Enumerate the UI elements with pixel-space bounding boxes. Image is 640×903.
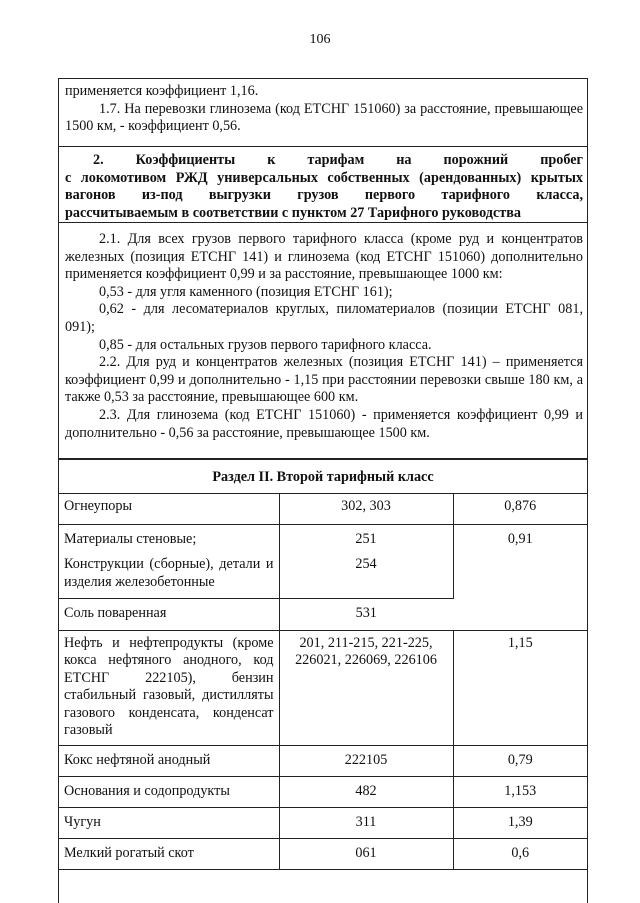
table-row <box>59 807 587 838</box>
coefficient: 1,153 <box>453 776 587 807</box>
document-frame <box>58 78 588 903</box>
paragraph-coal: 0,53 - для угля каменного (позиция ЕТСНГ 161); <box>99 283 393 300</box>
section-2-text <box>59 223 587 460</box>
heading-line-3: вагонов из-под выгрузки грузов первого тарифного класса, <box>65 187 583 204</box>
etsng-code-line: 254 <box>355 556 377 573</box>
paragraph-1-7: 1.7. На перевозки глинозема (код ЕТСНГ 151060) за расстояние, превышающее 1500 км, - коэффициент 0,56. <box>65 100 583 135</box>
cargo-name: Чугун <box>59 807 279 838</box>
coefficient: 1,15 <box>453 630 587 745</box>
section-title: Раздел II. Второй тарифный класс <box>59 462 587 494</box>
page-number: 106 <box>309 32 331 47</box>
tariff-table <box>59 494 587 870</box>
continuation-line: применяется коэффициент 1,16. <box>65 83 259 99</box>
etsng-code: 531 <box>279 598 453 630</box>
cargo-name: Кокс нефтяной анодный <box>59 745 279 776</box>
cargo-name: Основания и содопродукты <box>59 776 279 807</box>
paragraph-2-1: 2.1. Для всех грузов первого тарифного класса (кроме руд и концентратов железных (позиция ЕТСНГ 141) и глинозема (код ЕТСНГ 151060) дополнительно применяется коэффициент 0,99 и за расстояние, превышающее 1000 км: <box>65 231 583 283</box>
heading-line-2: с локомотивом РЖД универсальных собственных (арендованных) крытых <box>65 169 583 186</box>
coefficient: 0,91 <box>453 524 587 630</box>
etsng-code: 061 <box>279 838 453 869</box>
etsng-code: 222105 <box>279 745 453 776</box>
etsng-code: 311 <box>279 807 453 838</box>
paragraph-other: 0,85 - для остальных грузов первого тарифного класса. <box>99 336 432 353</box>
paragraph-timber: 0,62 - для лесоматериалов круглых, пиломатериалов (позиции ЕТСНГ 081, 091); <box>65 301 583 335</box>
cargo-name-line: Материалы стеновые; <box>64 530 197 547</box>
cargo-name: Огнеупоры <box>59 494 279 524</box>
cargo-name: Соль поваренная <box>59 598 279 630</box>
heading-line-1: 2. Коэффициенты к тарифам на порожний пробег <box>93 152 583 168</box>
etsng-code: 302, 303 <box>279 494 453 524</box>
table-row <box>59 524 587 598</box>
coefficient: 0,79 <box>453 745 587 776</box>
table-row <box>59 630 587 745</box>
etsng-code-line: 251 <box>355 530 377 547</box>
table-row <box>59 745 587 776</box>
section-2-heading <box>59 147 587 223</box>
heading-line-4: рассчитываемым в соответствии с пунктом 27 Тарифного руководства <box>65 204 521 221</box>
paragraph-2-3: 2.3. Для глинозема (код ЕТСНГ 151060) - применяется коэффициент 0,99 и дополнительно - 0,56 за расстояние, превышающее 1500 км. <box>65 406 583 441</box>
coefficient: 1,39 <box>453 807 587 838</box>
table-row <box>59 838 587 869</box>
cargo-name: Мелкий рогатый скот <box>59 838 279 869</box>
cargo-name-line: Конструкции (сборные), детали и изделия железобетонные <box>64 556 274 590</box>
table-row <box>59 494 587 524</box>
cargo-name: Нефть и нефтепродукты (кроме кокса нефтяного анодного, код ЕТСНГ 222105), бензин стабильный газовый, дистилляты газового конденсата, конденсат газовый <box>59 630 279 745</box>
continuation-block <box>59 79 587 147</box>
table-row <box>59 776 587 807</box>
coefficient: 0,876 <box>453 494 587 524</box>
coefficient: 0,6 <box>453 838 587 869</box>
etsng-code: 201, 211-215, 221-225, 226021, 226069, 226106 <box>279 630 453 745</box>
etsng-code: 482 <box>279 776 453 807</box>
cargo-name <box>59 524 279 598</box>
etsng-code <box>279 524 453 598</box>
paragraph-2-2: 2.2. Для руд и концентратов железных (позиция ЕТСНГ 141) – применяется коэффициент 0,99 и дополнительно - 1,15 при расстоянии перевозки свыше 180 км, а также 0,53 за расстояние, превышающее 600 км. <box>65 354 583 406</box>
